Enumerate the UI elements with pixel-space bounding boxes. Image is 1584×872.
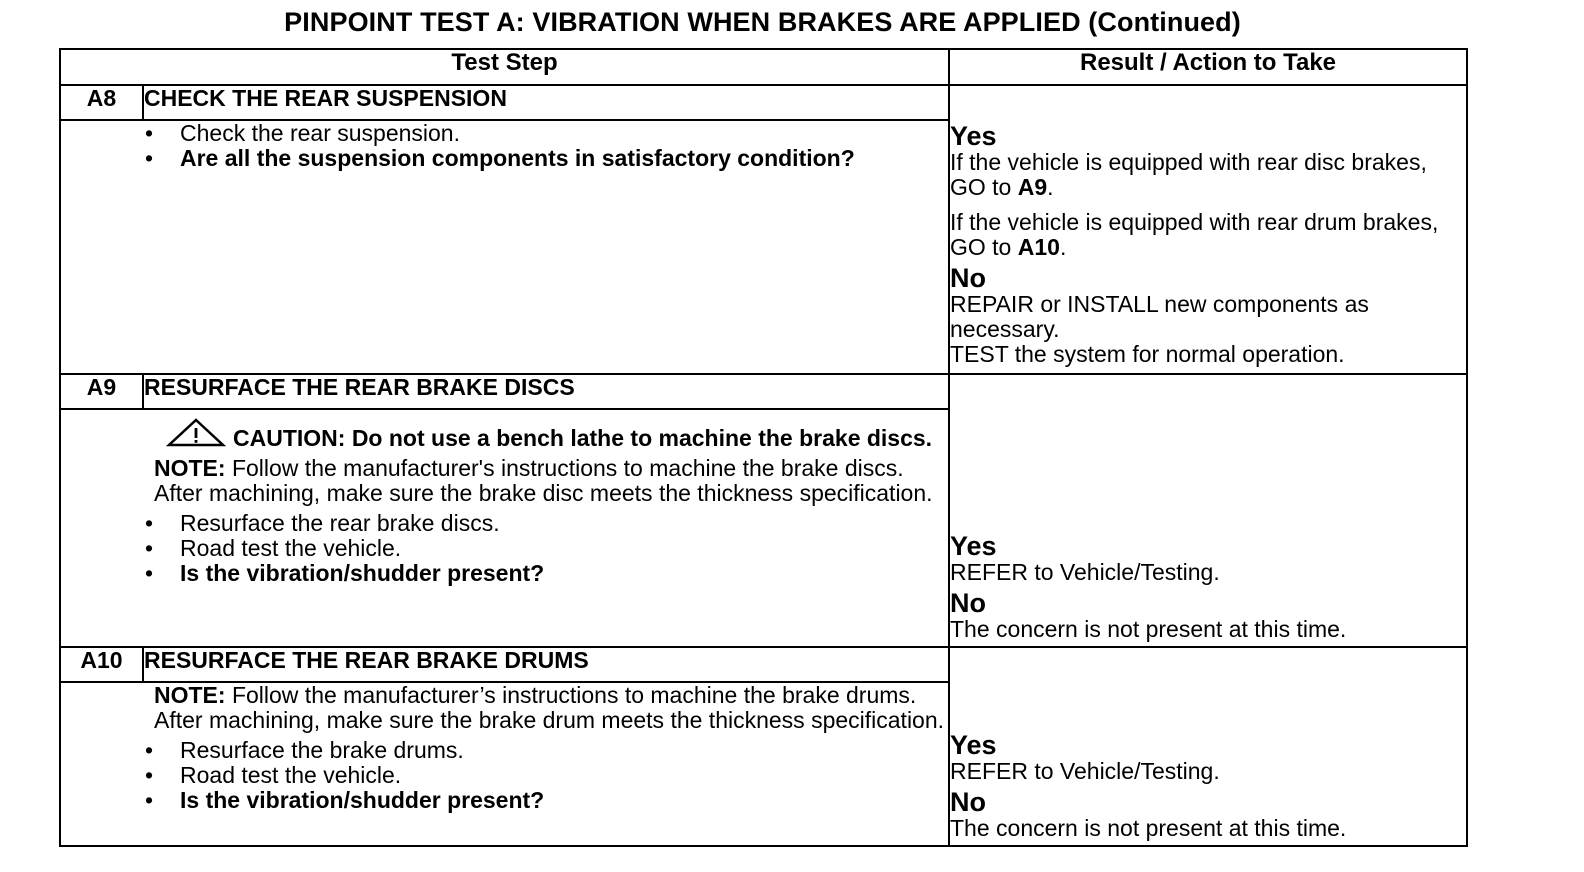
step-body-a10 xyxy=(143,682,949,846)
no-label-a8: No xyxy=(950,263,986,293)
warning-triangle-icon xyxy=(165,418,227,448)
step-title-a9: RESURFACE THE REAR BRAKE DISCS xyxy=(143,374,949,409)
note-a10: NOTE: Follow the manufacturer’s instructions to machine the brake drums. After machining, make sure the brake drum meets the thickness specification. xyxy=(154,682,945,733)
result-a10 xyxy=(949,647,1467,846)
result-a8 xyxy=(949,85,1467,374)
yes-action-a8-drum: If the vehicle is equipped with rear drum brakes, GO to A10. xyxy=(950,209,1439,260)
step-a9-bullets xyxy=(143,511,948,586)
step-body-a10-gutter xyxy=(60,682,143,846)
result-a9 xyxy=(949,374,1467,647)
list-item: • Road test the vehicle. xyxy=(143,536,948,561)
step-body-a9 xyxy=(143,409,949,647)
step-a8-bullets xyxy=(143,121,948,171)
yes-action-a8-disc: If the vehicle is equipped with rear disc brakes, GO to A9. xyxy=(950,149,1427,200)
no-action-a9: The concern is not present at this time. xyxy=(950,616,1347,642)
list-item: • Is the vibration/shudder present? xyxy=(143,788,948,813)
table-header-row xyxy=(60,49,1467,85)
step-id-a8: A8 xyxy=(60,85,143,120)
list-item: • Check the rear suspension. xyxy=(143,121,948,146)
ref-a10-link[interactable]: A10 xyxy=(1017,234,1060,260)
step-title-a8: CHECK THE REAR SUSPENSION xyxy=(143,85,949,120)
page-title: PINPOINT TEST A: VIBRATION WHEN BRAKES ARE APPLIED (Continued) xyxy=(284,7,1241,37)
no-action-a8-repair: REPAIR or INSTALL new components as necessary. xyxy=(950,291,1369,342)
step-a8-title-row xyxy=(60,85,1467,120)
no-label-a10: No xyxy=(950,787,986,817)
note-a9: NOTE: Follow the manufacturer's instructions to machine the brake discs. After machining, make sure the brake disc meets the thickness specification. xyxy=(154,455,933,506)
step-a9-title-row xyxy=(60,374,1467,409)
no-action-a8-test: TEST the system for normal operation. xyxy=(950,341,1345,367)
step-body-a8-gutter xyxy=(60,120,143,374)
list-item: • Resurface the rear brake discs. xyxy=(143,511,948,536)
no-action-a10: The concern is not present at this time. xyxy=(950,815,1347,841)
list-item: • Road test the vehicle. xyxy=(143,763,948,788)
no-label-a9: No xyxy=(950,588,986,618)
yes-action-a9: REFER to Vehicle/Testing. xyxy=(950,559,1220,585)
pinpoint-test-table xyxy=(59,48,1468,847)
step-id-a9: A9 xyxy=(60,374,143,409)
yes-label-a10: Yes xyxy=(950,730,997,760)
result-header: Result / Action to Take xyxy=(949,49,1467,85)
step-a10-bullets xyxy=(143,738,948,813)
list-item: • Resurface the brake drums. xyxy=(143,738,948,763)
step-a10-title-row xyxy=(60,647,1467,682)
step-id-a10: A10 xyxy=(60,647,143,682)
ref-a9-link[interactable]: A9 xyxy=(1017,174,1048,200)
yes-label-a9: Yes xyxy=(950,531,997,561)
step-body-a8 xyxy=(143,120,949,374)
yes-action-a10: REFER to Vehicle/Testing. xyxy=(950,758,1220,784)
step-body-a9-gutter xyxy=(60,409,143,647)
step-title-a10: RESURFACE THE REAR BRAKE DRUMS xyxy=(143,647,949,682)
list-item: • Are all the suspension components in satisfactory condition? xyxy=(143,146,948,171)
list-item: • Is the vibration/shudder present? xyxy=(143,561,948,586)
test-step-header: Test Step xyxy=(60,49,949,85)
caution-note: CAUTION: Do not use a bench lathe to machine the brake discs. xyxy=(154,418,948,451)
yes-label-a8: Yes xyxy=(950,121,997,151)
